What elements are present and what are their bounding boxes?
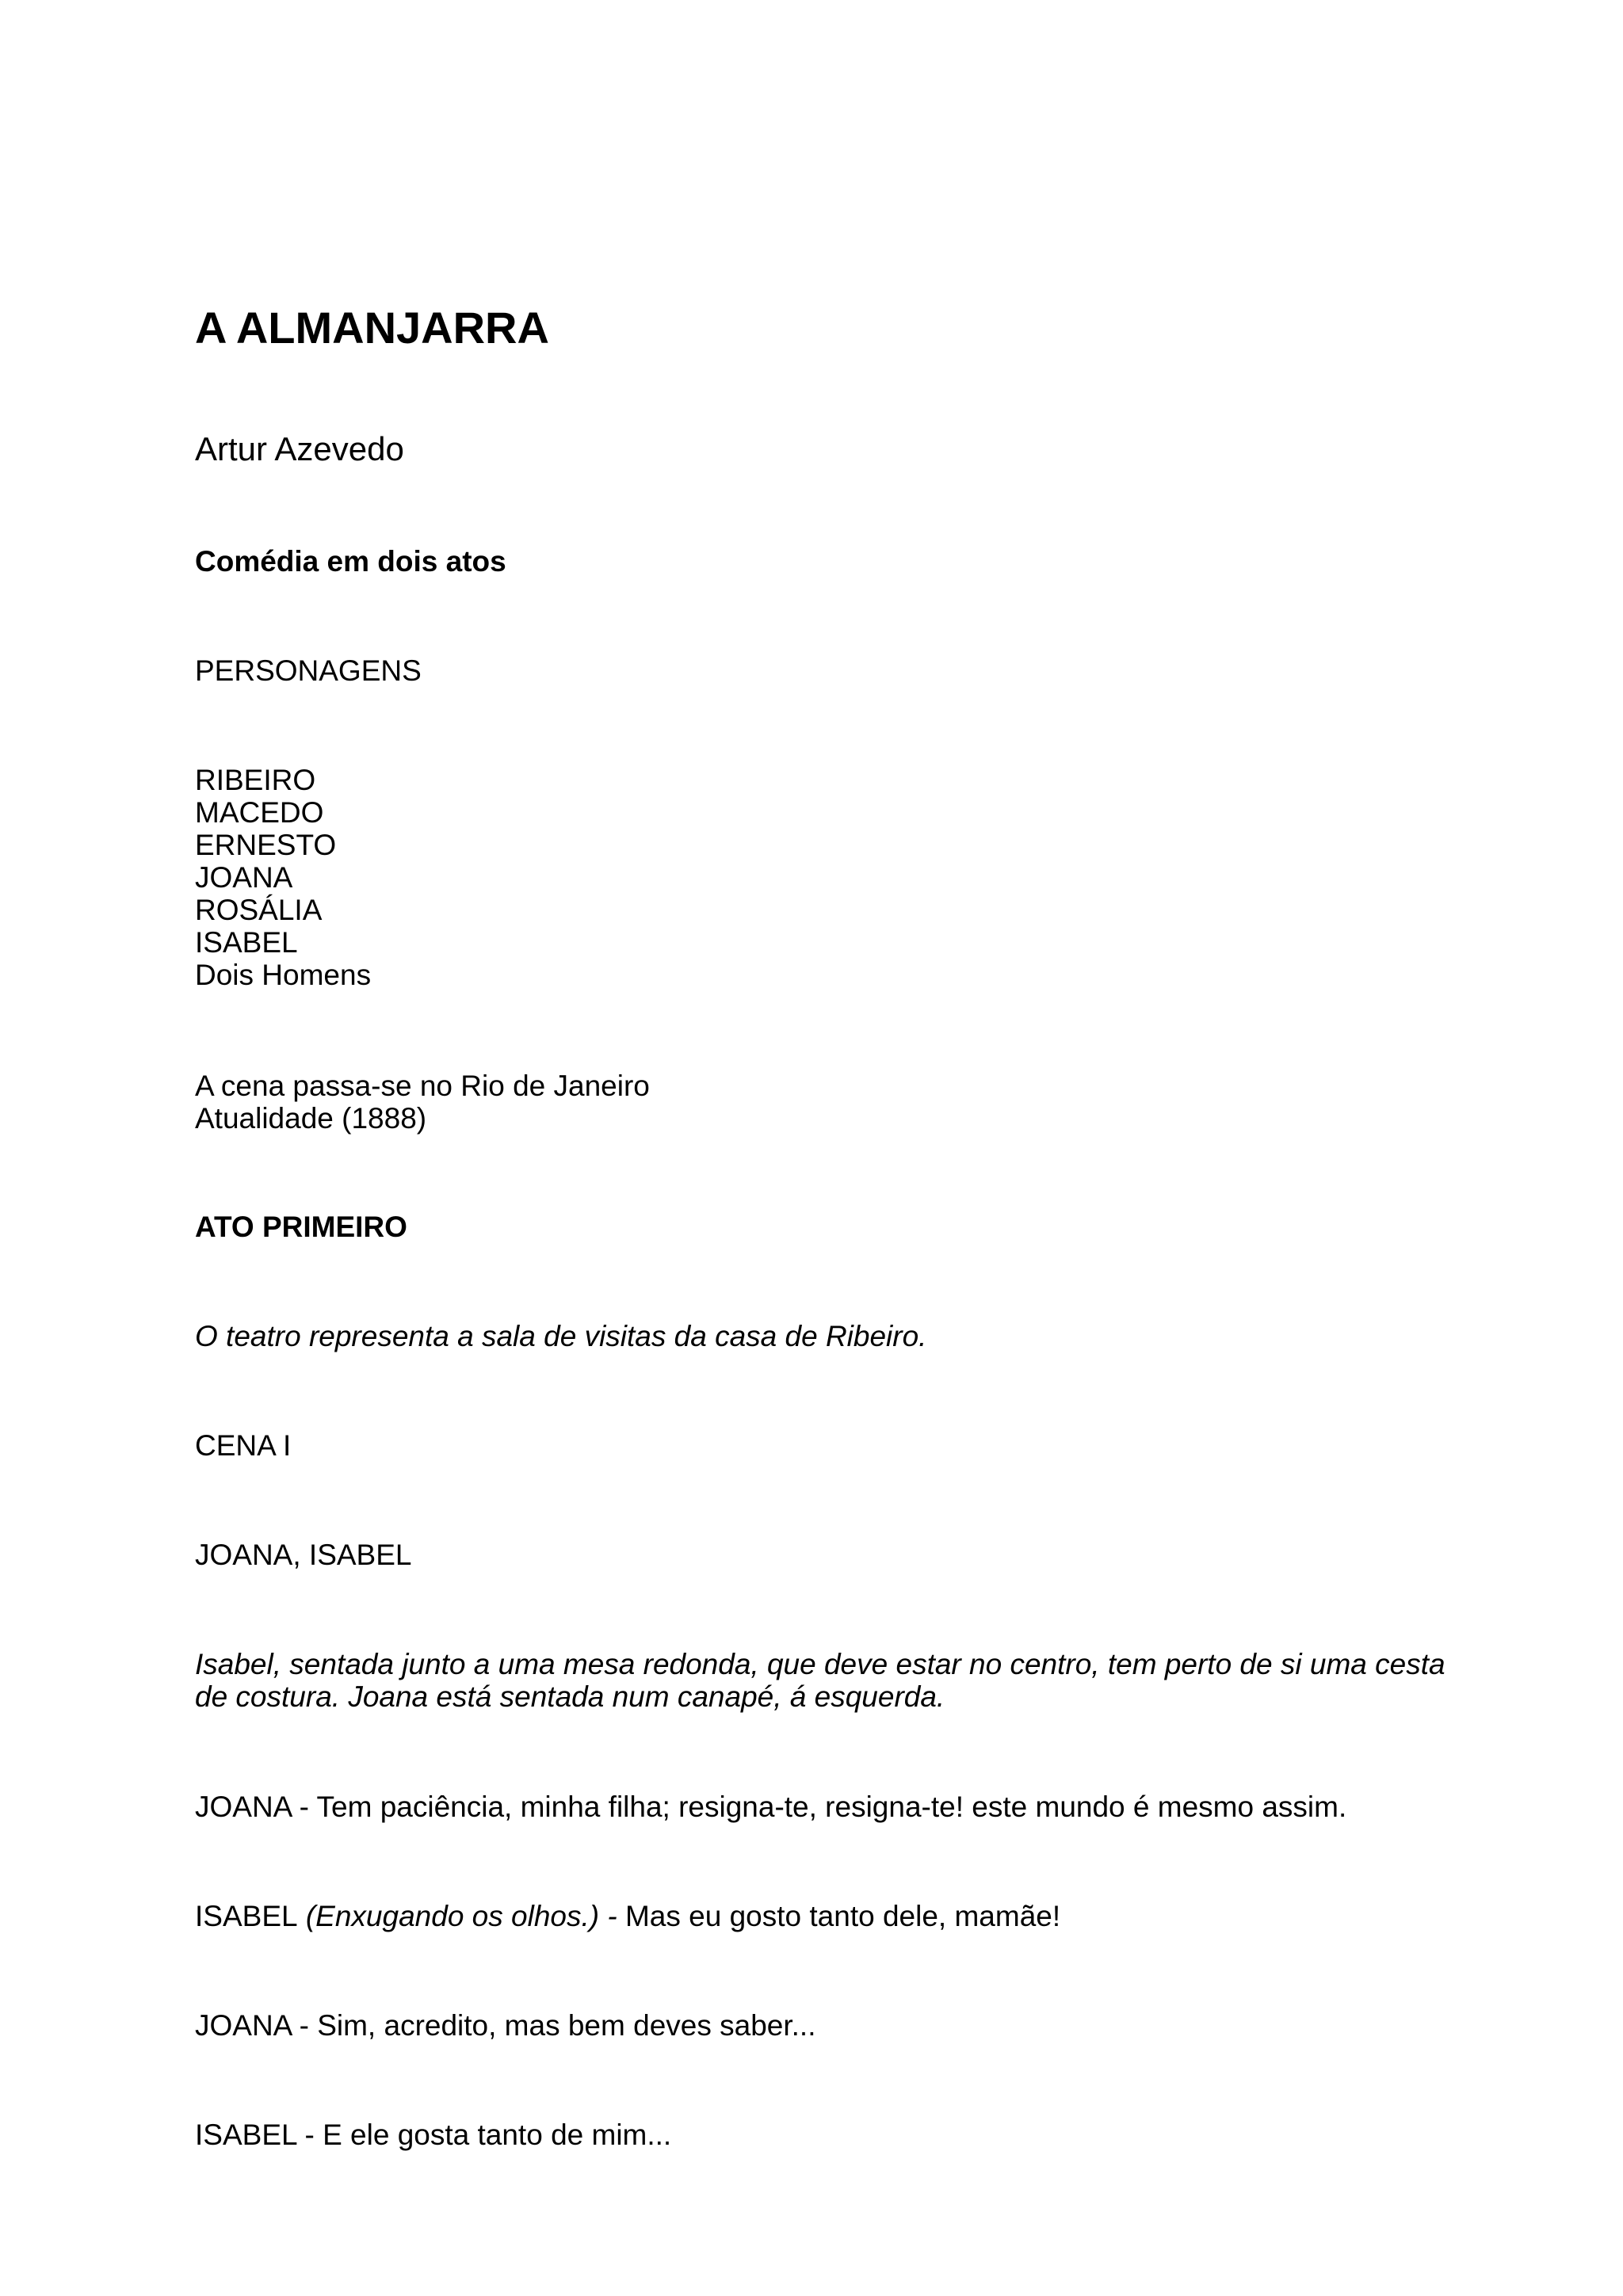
characters-heading: PERSONAGENS [195,654,422,687]
dialogue-line [195,1900,1060,1932]
character-item: JOANA [195,861,293,894]
setting-time: Atualidade (1888) [195,1102,427,1135]
act-stage-direction: O teatro representa a sala de visitas da casa de Ribeiro. [195,1320,927,1352]
setting-info [195,1070,650,1135]
scene-direction-line: de costura. Joana está sentada num canapé, á esquerda. [195,1680,945,1713]
character-list [195,764,371,991]
author-name: Artur Azevedo [195,430,404,467]
character-item: RIBEIRO [195,764,316,796]
dialogue-text: - E ele gosta tanto de mim... [296,2119,672,2151]
dialogue-text: - Sim, acredito, mas bem deves saber... [291,2009,816,2042]
scene-heading: CENA I [195,1429,292,1462]
character-item: ROSÁLIA [195,894,323,926]
dialogue-line [195,2009,815,2042]
scene-stage-direction [195,1648,1445,1713]
character-item: Dois Homens [195,959,372,991]
dialogue-text: Mas eu gosto tanto dele, mamãe! [617,1900,1061,1932]
setting-place: A cena passa-se no Rio de Janeiro [195,1070,650,1102]
scene-direction-line: Isabel, sentada junto a uma mesa redonda, que deve estar no centro, tem perto de si uma cesta [195,1648,1445,1680]
speaker-name: ISABEL [195,1900,298,1932]
stage-direction-inline: (Enxugando os olhos.) - [297,1900,617,1932]
scene-characters: JOANA, ISABEL [195,1539,412,1571]
character-item: ISABEL [195,926,298,959]
play-title: A ALMANJARRA [195,303,549,353]
speaker-name: JOANA [195,1791,292,1823]
dialogue-line [195,2119,671,2151]
speaker-name: ISABEL [195,2119,297,2151]
character-item: MACEDO [195,796,324,829]
speaker-name: JOANA [195,2009,292,2042]
character-item: ERNESTO [195,829,337,861]
act-heading: ATO PRIMEIRO [195,1211,407,1243]
dialogue-line [195,1791,1346,1823]
dialogue-text: - Tem paciência, minha filha; resigna-te, resigna-te! este mundo é mesmo assim. [291,1791,1347,1823]
play-subtitle: Comédia em dois atos [195,545,506,578]
